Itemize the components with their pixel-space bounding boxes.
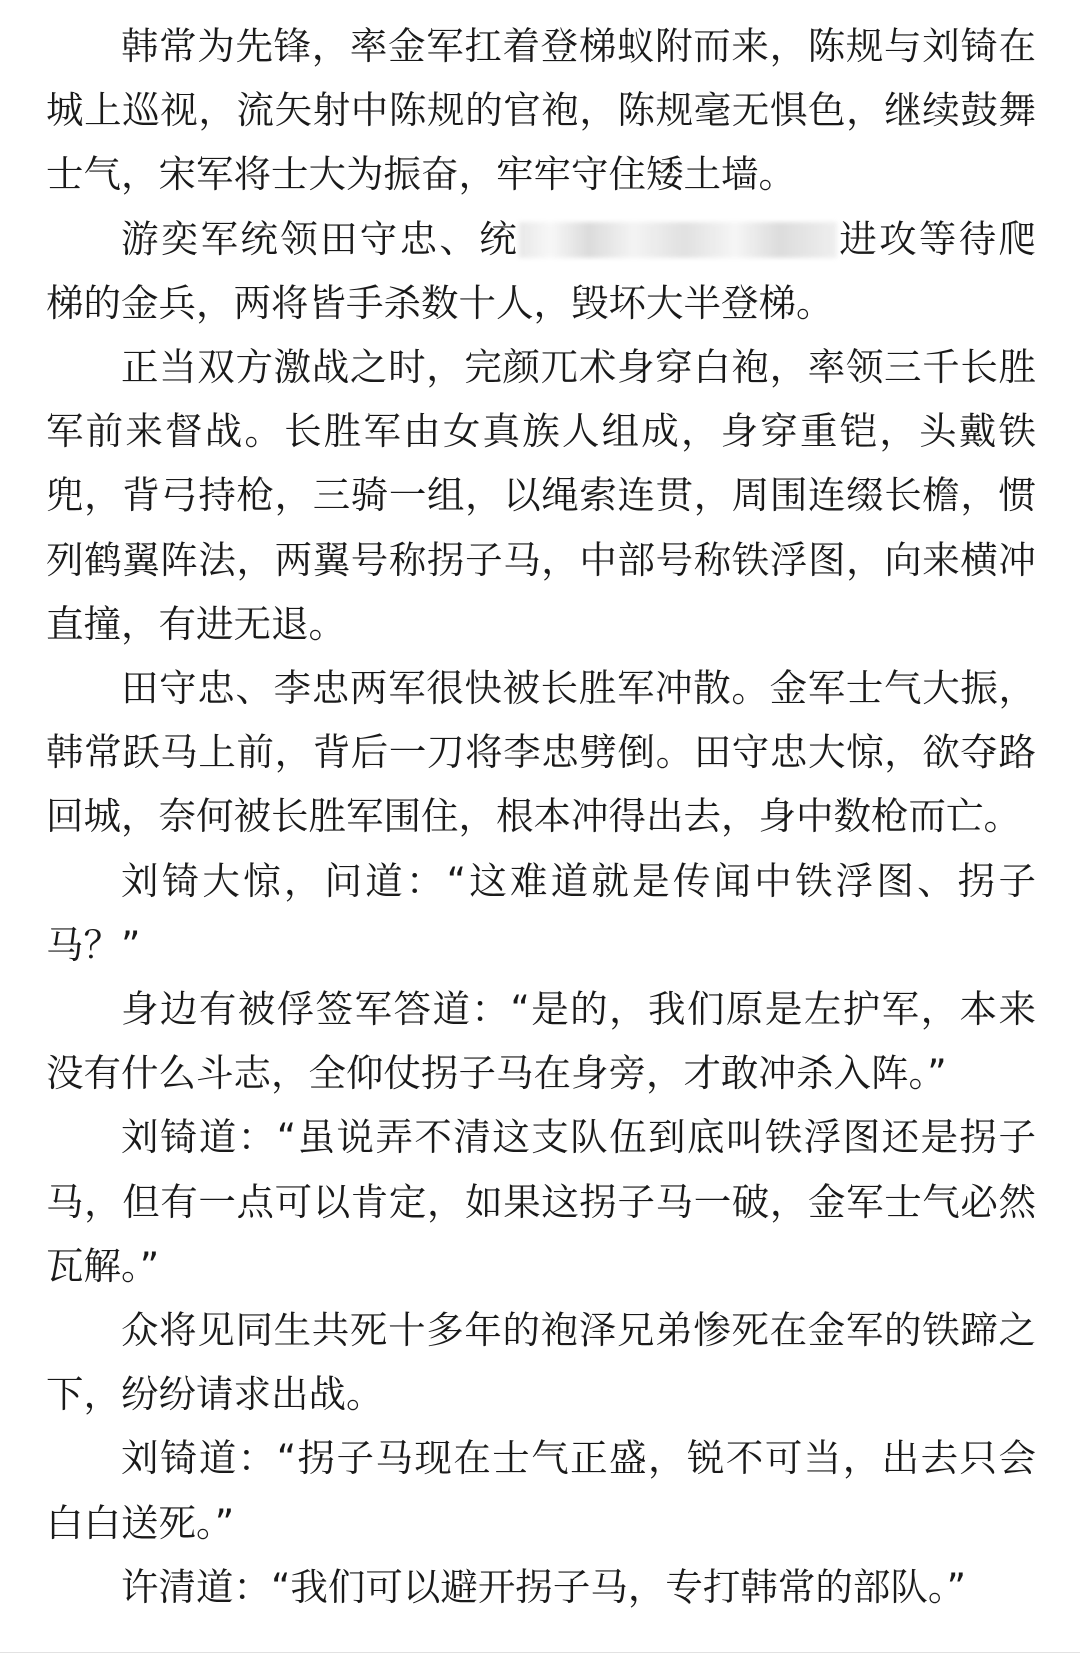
paragraph: 刘锜大惊，问道：“这难道就是传闻中铁浮图、拐子马？”: [46, 858, 1036, 967]
paragraph: 正当双方激战之时，完颜兀术身穿白袍，率领三千长胜军前来督战。长胜军由女真族人组成，身穿重铠，头戴铁兜，背弓持枪，三骑一组，以绳索连贯，周围连缀长檐，惯列鹤翼阵法，两翼号称拐子马，中部号称铁浮图，向来横冲直撞，有进无退。: [46, 345, 1036, 646]
paragraph: 许清道：“我们可以避开拐子马，专打韩常的部队。”: [121, 1564, 967, 1609]
page-bottom-divider: [0, 1652, 1080, 1653]
paragraph: 众将见同生共死十多年的袍泽兄弟惨死在金军的铁蹄之下，纷纷请求出战。: [46, 1308, 1036, 1417]
paragraph: [46, 207, 1036, 335]
paragraph-text-after-redaction: 进攻等待爬梯的金兵，两将皆手杀数十人，毁坏大半登梯。: [46, 216, 1036, 325]
paragraph: 田守忠、李忠两军很快被长胜军冲散。金军士气大振，韩常跃马上前，背后一刀将李忠劈倒。田守忠大惊，欲夺路回城，奈何被长胜军围住，根本冲得出去，身中数枪而亡。: [46, 666, 1036, 839]
blurred-redaction: [519, 222, 837, 258]
document-body: [46, 14, 1036, 1619]
paragraph: 刘锜道：“虽说弄不清这支队伍到底叫铁浮图还是拐子马，但有一点可以肯定，如果这拐子马一破，金军士气必然瓦解。”: [46, 1115, 1036, 1288]
paragraph-text-before-redaction: 游奕军统领田守忠、统: [121, 216, 519, 261]
paragraph: 韩常为先锋，率金军扛着登梯蚁附而来，陈规与刘锜在城上巡视，流矢射中陈规的官袍，陈规毫无惧色，继续鼓舞士气，宋军将士大为振奋，牢牢守住矮土墙。: [46, 24, 1036, 197]
paragraph: 刘锜道：“拐子马现在士气正盛，锐不可当，出去只会白白送死。”: [46, 1436, 1036, 1545]
paragraph: 身边有被俘签军答道：“是的，我们原是左护军，本来没有什么斗志，全仰仗拐子马在身旁，才敢冲杀入阵。”: [46, 987, 1036, 1096]
